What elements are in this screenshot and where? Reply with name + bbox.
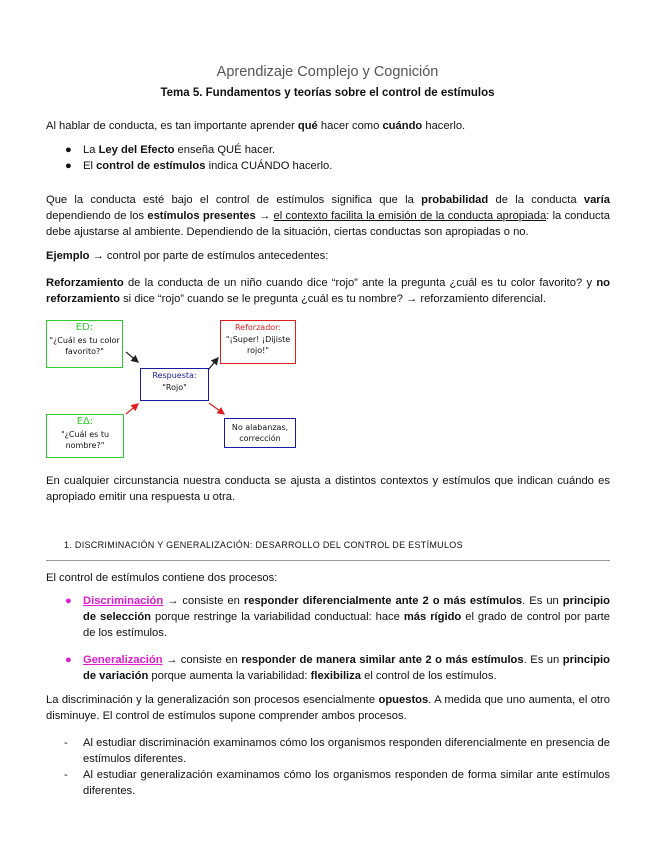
ed-text: "¿Cuál es tu color favorito?" [49, 336, 120, 356]
differential-reinforcement-diagram [46, 318, 296, 460]
reinforcer-text: "¡Super! ¡Dijiste rojo!" [225, 335, 291, 355]
list-item: - Al estudiar discriminación examinamos cómo los organismos responden diferencialmente en presencia de estímulos diferentes. [64, 737, 610, 765]
course-title: Aprendizaje Complejo y Cognición [216, 64, 439, 80]
list-item: - Al estudiar generalización examinamos cómo los organismos responden de forma similar ante estímulos diferentes. [64, 769, 610, 797]
edelta-box [46, 414, 124, 458]
section-divider [46, 560, 610, 561]
list-item: ● La Ley del Efecto enseña QUÉ hacer. [65, 144, 276, 156]
arrow-response-to-reinforcer [208, 358, 218, 370]
intro-paragraph: Al hablar de conducta, es tan importante aprender qué hacer como cuándo hacerlo. [46, 120, 466, 132]
response-text: "Rojo" [162, 383, 187, 392]
reinforcer-box [220, 320, 296, 364]
response-box [140, 368, 209, 401]
bullet-icon: ● [65, 595, 72, 607]
arrow-response-to-no-praise [209, 403, 224, 414]
arrow-ed-to-response [126, 352, 138, 362]
section-heading: 1. DISCRIMINACIÓN Y GENERALIZACIÓN: DESARROLLO DEL CONTROL DE ESTÍMULOS [64, 540, 463, 550]
dash-icon: - [64, 769, 68, 781]
response-title: Respuesta: [152, 371, 197, 380]
edelta-title: EΔ: [76, 416, 94, 427]
dash-icon: - [64, 737, 68, 749]
bullet-list-2 [46, 593, 610, 684]
no-praise-text: No alabanzas, corrección [231, 423, 289, 443]
edelta-text: "¿Cuál es tu nombre?" [60, 430, 110, 450]
reinforcement-paragraph: Reforzamiento de la conducta de un niño cuando dice “rojo” ante la pregunta ¿cuál es tu color favorito? y no reforzamiento si dice “rojo” cuando se le pregunta ¿cuál es tu nombre? → reforzamiento diferencial. [46, 277, 610, 305]
list-item: ● El control de estímulos indica CUÁNDO hacerlo. [65, 160, 333, 172]
list-item-discrimination: ● Discriminación → consiste en responder diferencialmente ante 2 o más estímulos. Es un principio de selección porque restringe la variabilidad conductual: hace más rígido el grado de control por parte de los estímulos. [65, 595, 611, 639]
opposites-paragraph: La discriminación y la generalización son procesos esencialmente opuestos. A medida que uno aumenta, el otro disminuye. El control de estímulos supone comprender ambos procesos. [46, 694, 610, 722]
bullet-list-1 [46, 142, 610, 174]
processes-intro: El control de estímulos contiene dos procesos: [46, 572, 278, 584]
ed-title: ED: [75, 322, 94, 333]
stimulus-control-paragraph: Que la conducta esté bajo el control de estímulos significa que la probabilidad de la conducta varía dependiendo de los estímulos presentes → el contexto facilita la emisión de la conducta apropiada: la conducta debe ajustarse al ambiente. Dependiendo de la situación, ciertas conductas son apropiadas o no. [46, 194, 610, 238]
bullet-icon: ● [65, 654, 72, 666]
context-paragraph: En cualquier circunstancia nuestra conducta se ajusta a distintos contextos y estímulos que indican cuándo es apropiado emitir una respuesta u otra. [46, 475, 610, 503]
topic-title: Tema 5. Fundamentos y teorías sobre el control de estímulos [160, 87, 495, 99]
no-praise-box [224, 418, 296, 448]
bullet-icon: ● [65, 144, 72, 156]
dash-list [46, 735, 610, 799]
example-line: Ejemplo → control por parte de estímulos antecedentes: [46, 250, 329, 262]
ed-box [46, 320, 123, 368]
list-item-generalization: ● Generalización → consiste en responder de manera similar ante 2 o más estímulos. Es un principio de variación porque aumenta la variabilidad: flexibiliza el control de los estímulos. [65, 654, 610, 682]
arrow-edelta-to-response [126, 404, 138, 414]
bullet-icon: ● [65, 160, 72, 172]
reinforcer-title: Reforzador: [234, 323, 282, 332]
